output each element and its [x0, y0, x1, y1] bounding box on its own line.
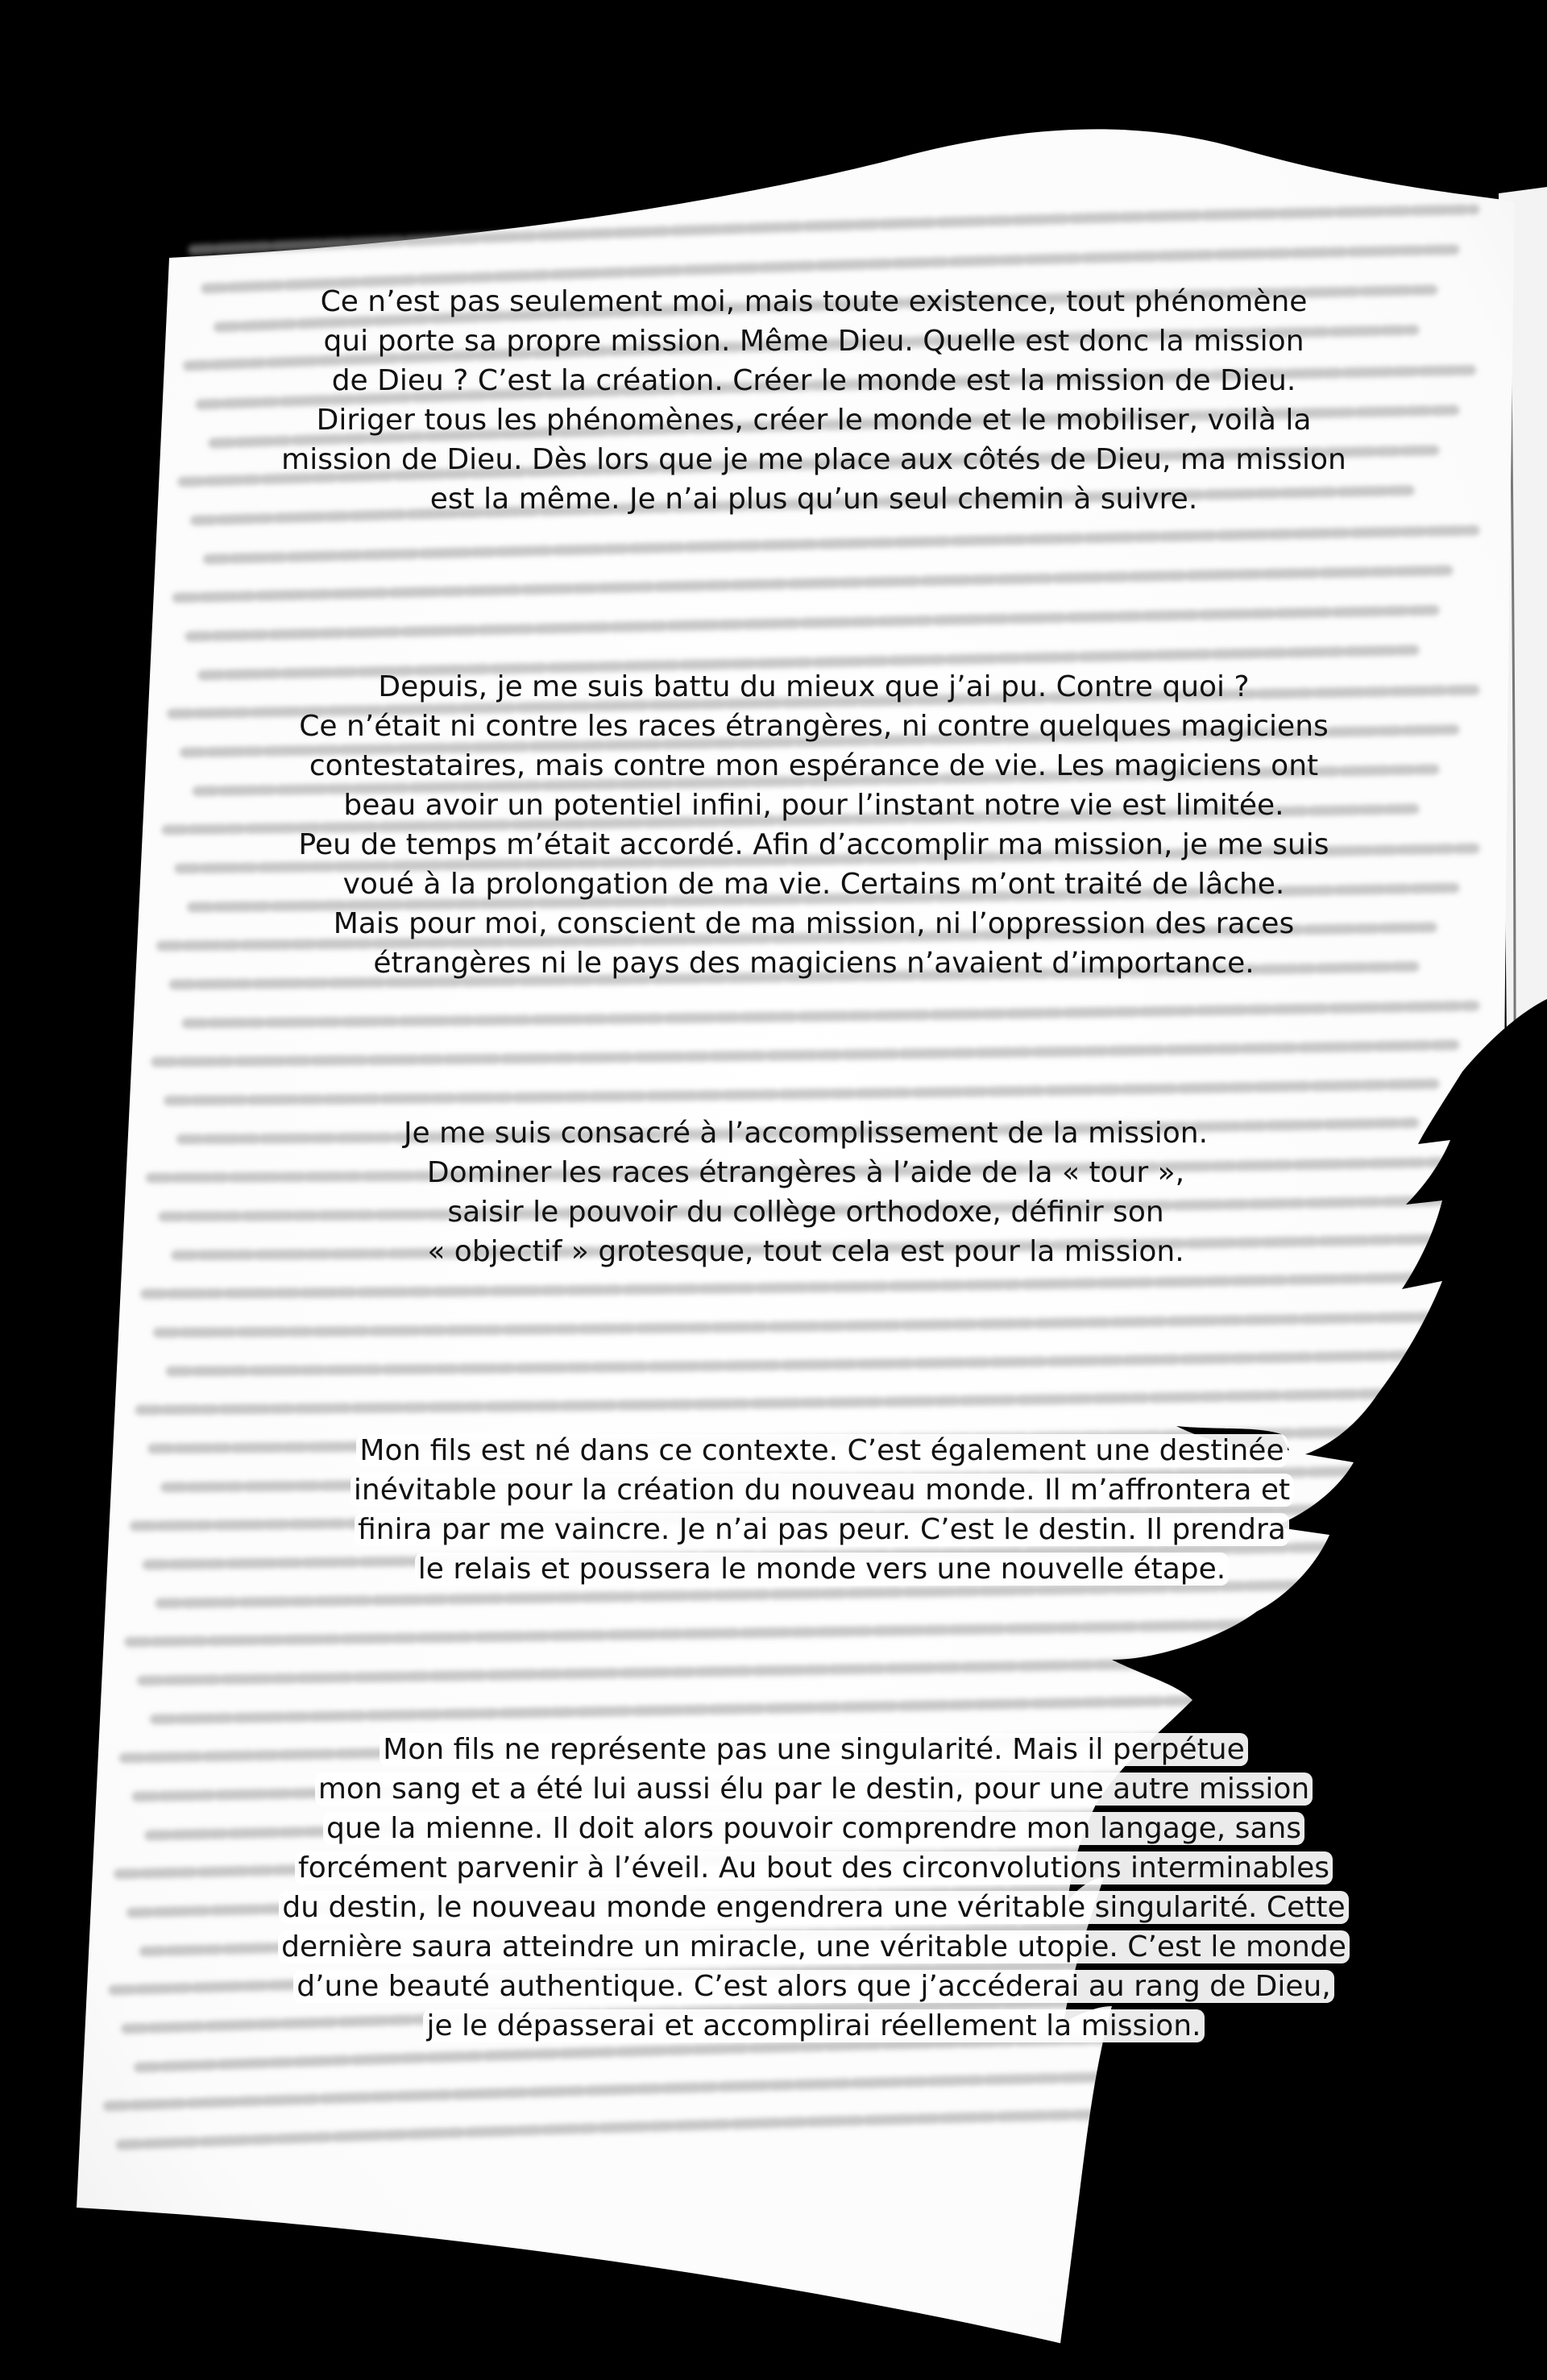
text-line: Peu de temps m’était accordé. Afin d’accomplir ma mission, je me suis: [298, 828, 1329, 861]
paragraph-son-born: [266, 1431, 1378, 1589]
text-line: Mais pour moi, conscient de ma mission, ni l’oppression des races: [333, 907, 1295, 940]
text-line: voué à la prolongation de ma vie. Certains m’ont traité de lâche.: [342, 868, 1285, 901]
text-line: [266, 1549, 1378, 1589]
paragraph-mission-of-god: [218, 282, 1410, 519]
text-line-highlight: mon sang et a été lui aussi élu par le destin, pour une autre mission: [315, 1773, 1313, 1806]
text-line: [242, 1967, 1386, 2006]
text-line: [242, 2006, 1386, 2046]
text-line: Dominer les races étrangères à l’aide de la « tour »,: [426, 1156, 1185, 1189]
text-line-highlight: je le dépasserai et accomplirai réellement la mission.: [423, 2009, 1204, 2042]
paragraph-lifespan-struggle: [234, 667, 1394, 983]
text-line: saisir le pouvoir du collège orthodoxe, définir son: [447, 1196, 1164, 1229]
text-line-highlight: d’une beauté authentique. C’est alors que j’accéderai au rang de Dieu,: [293, 1970, 1334, 2003]
text-line-highlight: du destin, le nouveau monde engendrera une véritable singularité. Cette: [279, 1891, 1348, 1924]
text-line: de Dieu ? C’est la création. Créer le monde est la mission de Dieu.: [331, 364, 1296, 397]
text-line: Ce n’est pas seulement moi, mais toute existence, tout phénomène: [320, 285, 1308, 318]
text-line: [266, 1470, 1378, 1510]
text-line: [242, 1927, 1386, 1967]
text-line-highlight: Mon fils est né dans ce contexte. C’est également une destinée: [356, 1434, 1287, 1467]
text-line: [266, 1510, 1378, 1549]
text-line: est la même. Je n’ai plus qu’un seul chemin à suivre.: [429, 483, 1198, 516]
text-line: Ce n’était ni contre les races étrangères, ni contre quelques magiciens: [299, 710, 1329, 743]
text-line: étrangères ni le pays des magiciens n’avaient d’importance.: [373, 947, 1255, 980]
text-line-highlight: le relais et poussera le monde vers une nouvelle étape.: [415, 1553, 1229, 1586]
text-line: « objectif » grotesque, tout cela est pour la mission.: [427, 1235, 1184, 1268]
text-line-highlight: dernière saura atteindre un miracle, une véritable utopie. C’est le monde: [278, 1930, 1350, 1963]
text-line: Depuis, je me suis battu du mieux que j’ai pu. Contre quoi ?: [378, 670, 1250, 703]
text-line-highlight: Mon fils ne représente pas une singularité. Mais il perpétue: [379, 1733, 1247, 1766]
text-line: mission de Dieu. Dès lors que je me place aux côtés de Dieu, ma mission: [281, 443, 1346, 476]
text-line: [242, 1809, 1386, 1848]
text-line: beau avoir un potentiel infini, pour l’instant notre vie est limitée.: [343, 789, 1284, 822]
paragraph-singularity: [242, 1730, 1386, 2046]
text-line: [242, 1730, 1386, 1769]
text-line-highlight: que la mienne. Il doit alors pouvoir comprendre mon langage, sans: [323, 1812, 1304, 1845]
text-line: contestataires, mais contre mon espérance de vie. Les magiciens ont: [309, 749, 1319, 782]
text-line-highlight: finira par me vaincre. Je n’ai pas peur. C’est le destin. Il prendra: [355, 1513, 1289, 1546]
text-line: [242, 1769, 1386, 1809]
text-line-highlight: inévitable pour la création du nouveau monde. Il m’affrontera et: [350, 1474, 1293, 1507]
text-line: Je me suis consacré à l’accomplissement de la mission.: [403, 1117, 1209, 1150]
paragraph-accomplishment: [306, 1113, 1305, 1271]
text-line-highlight: forcément parvenir à l’éveil. Au bout des circonvolutions interminables: [295, 1851, 1333, 1885]
text-line: qui porte sa propre mission. Même Dieu. Quelle est donc la mission: [323, 325, 1304, 358]
text-line: Diriger tous les phénomènes, créer le monde et le mobiliser, voilà la: [316, 404, 1312, 437]
text-line: [266, 1431, 1378, 1470]
text-line: [242, 1848, 1386, 1888]
text-line: [242, 1888, 1386, 1927]
